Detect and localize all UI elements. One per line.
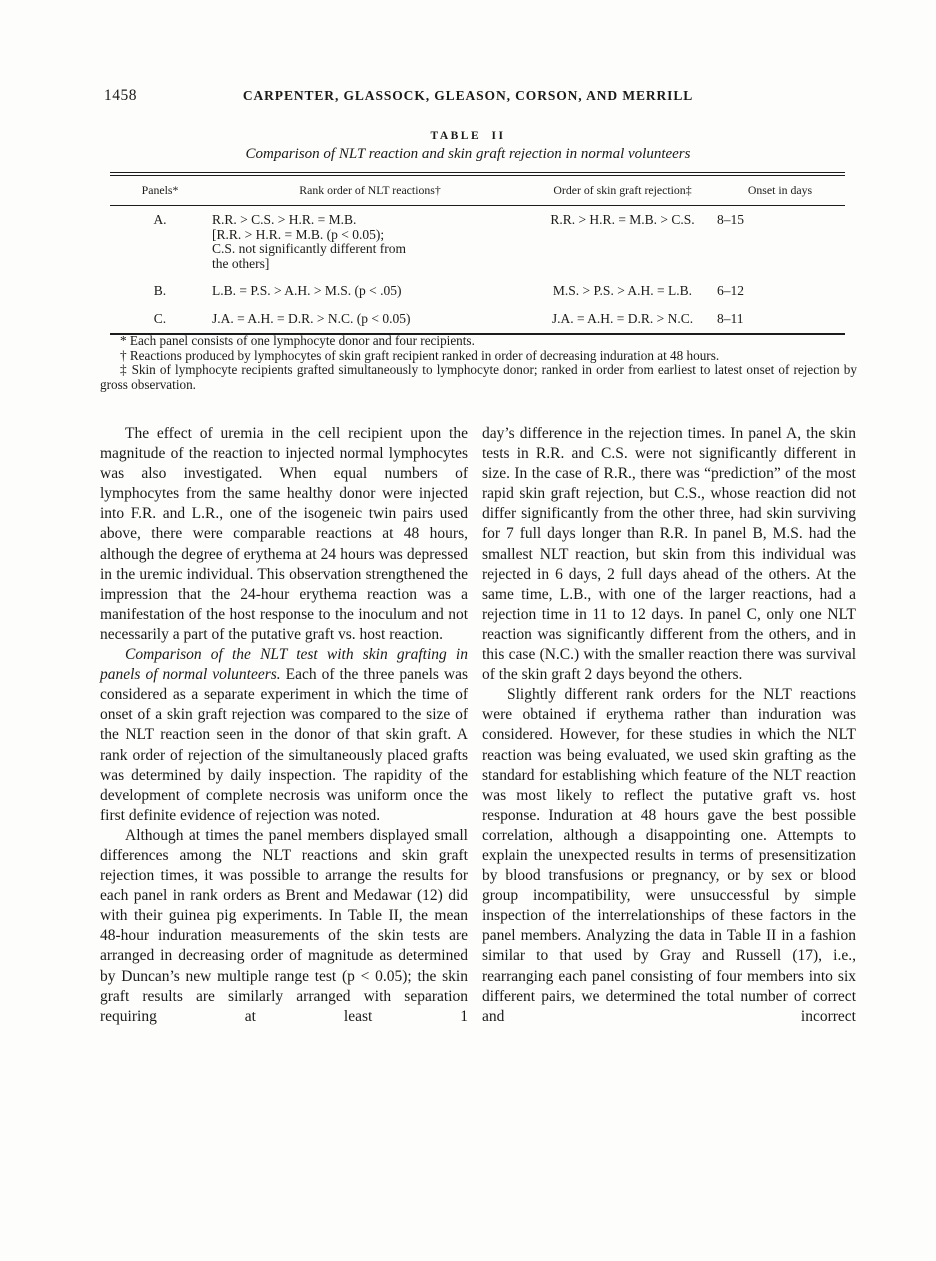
paragraph-body-text: Each of the three panels was considered as a separate experiment in which the time of onset of a skin graft rejection was compared to the size of the NLT reaction seen in the donor of that skin graft. A rank order of rejection of the simultaneously placed grafts was determined by daily inspection. The rapidity of the development of complete necrosis was uniform once the first definite evidence of rejection was noted. — [100, 666, 469, 824]
paragraph-comparison-nlt-skin — [100, 645, 468, 826]
comparison-table — [110, 172, 845, 335]
onset-cell: 8–15 — [717, 212, 744, 227]
table-label: TABLE II — [430, 130, 506, 142]
rejection-order-cell: J.A. = A.H. = D.R. > N.C. — [551, 310, 694, 326]
nlt-line: J.A. = A.H. = D.R. > N.C. (p < 0.05) — [212, 310, 411, 326]
table-caption: Comparison of NLT reaction and skin graft rejection in normal volunteers — [245, 146, 691, 162]
table-header-row — [110, 174, 845, 206]
column-header-rejection-order: Order of skin graft rejection‡ — [530, 174, 715, 206]
column-header-panels: Panels* — [110, 174, 210, 206]
panel-id-cell: B. — [153, 283, 167, 299]
onset-cell: 6–12 — [717, 283, 744, 299]
table-row-panel-b — [110, 277, 845, 305]
panel-id-cell: C. — [153, 310, 167, 326]
nlt-rank-cell — [210, 277, 530, 305]
nlt-line: [R.R. > H.R. = M.B. (p < 0.05); — [212, 226, 385, 242]
paragraph-erythema-vs-induration: Slightly different rank orders for the NLT reactions were obtained if erythema rather than induration was considered. However, for these studies in which the NLT reaction was being evaluated, we used skin grafting as the standard for establishing which feature of the NLT reaction was most likely to reflect the putative graft vs. host response. Induration at 48 hours gave the best possible correlation, although a disappointing one. Attempts to explain the unexpected results in terms of presensitization by blood transfusions or pregnancy, or by sex or blood group incompatibility, were unsuccessful by simple inspection of the interrelationships of these factors in the panel members. Analyzing the data in Table II in a fashion similar to that used by Gray and Russell (17), i.e., rearranging each panel consisting of four members into six different pairs, we determined the total number of correct and incorrect — [482, 686, 856, 1025]
paragraph-rank-orders: Although at times the panel members displayed small differences among the NLT reactions and skin graft rejection times, it was possible to arrange the results for each panel in rank orders as Brent and Medawar (12) did with their guinea pig experiments. In Table II, the mean 48-hour induration measurements of the skin tests are arranged in decreasing order of magnitude as determined by Duncan’s new multiple range test (p < 0.05); the skin graft results are similarly arranged with separation requiring at least 1 — [100, 826, 468, 1025]
nlt-line: C.S. not significantly different from — [212, 241, 406, 257]
body-column-left — [100, 424, 468, 1027]
nlt-line: L.B. = P.S. > A.H. > M.S. (p < .05) — [212, 283, 402, 299]
table-row-panel-a — [110, 206, 845, 278]
running-head: CARPENTER, GLASSOCK, GLEASON, CORSON, AND MERRILL — [242, 88, 694, 103]
nlt-line: the others] — [212, 255, 270, 271]
table-footnote-skin: ‡ Skin of lymphocyte recipients grafted simultaneously to lymphocyte donor; ranked in order from earliest to latest onset of rejection by gross observation. — [100, 362, 857, 392]
paragraph-lead-italic: Comparison of the NLT test with skin grafting in panels of normal volunteers. — [100, 646, 468, 684]
rejection-order-cell: R.R. > H.R. = M.B. > C.S. — [550, 212, 695, 227]
table-footnote-reactions: † Reactions produced by lymphocytes of skin graft recipient ranked in order of decreasing induration at 48 hours. — [120, 347, 720, 363]
table-footnotes — [100, 334, 857, 392]
rejection-order-cell: M.S. > P.S. > A.H. = L.B. — [552, 283, 693, 299]
column-header-nlt-rank: Rank order of NLT reactions† — [210, 174, 530, 206]
column-header-onset: Onset in days — [715, 174, 845, 206]
paragraph-uremia-effect: The effect of uremia in the cell recipient upon the magnitude of the reaction to injected normal lymphocytes was also investigated. When equal numbers of lymphocytes from the same healthy donor were injected into F.R. and L.R., one of the isogeneic twin pairs used above, there were comparable reactions at 48 hours, although the degree of erythema at 24 hours was depressed in the uremic individual. This observation strengthened the impression that the 24-hour erythema reaction was a manifestation of the host response to the inoculum and not necessarily a part of the putative graft vs. host reaction. — [100, 425, 468, 643]
table-row-panel-c — [110, 305, 845, 334]
panel-id-cell: A. — [153, 212, 167, 227]
nlt-line: R.R. > C.S. > H.R. = M.B. — [212, 212, 357, 227]
table-footnote-panel: * Each panel consists of one lymphocyte donor and four recipients. — [120, 333, 475, 348]
body-column-right — [482, 424, 856, 1027]
page-number: 1458 — [104, 87, 137, 104]
onset-cell: 8–11 — [717, 310, 744, 326]
nlt-rank-cell — [210, 206, 530, 278]
nlt-rank-cell — [210, 305, 530, 334]
paragraph-panel-results: day’s difference in the rejection times. In panel A, the skin tests in R.R. and C.S. were not significantly different in size. In the case of R.R., there was “prediction” of the most rapid skin graft rejection, but C.S., whose reaction did not differ significantly from the other three, had skin surviving for 7 full days longer than R.R. In panel B, M.S. had the smallest NLT reaction, but skin from this individual was rejected in 6 days, 2 full days ahead of the others. At the same time, L.B., with one of the larger reactions, had a rejection time in 11 to 12 days. In panel C, only one NLT reaction was significantly different from the others, and in this case (N.C.) with the smaller reaction there was survival of the skin graft 2 days beyond the others. — [482, 425, 856, 684]
